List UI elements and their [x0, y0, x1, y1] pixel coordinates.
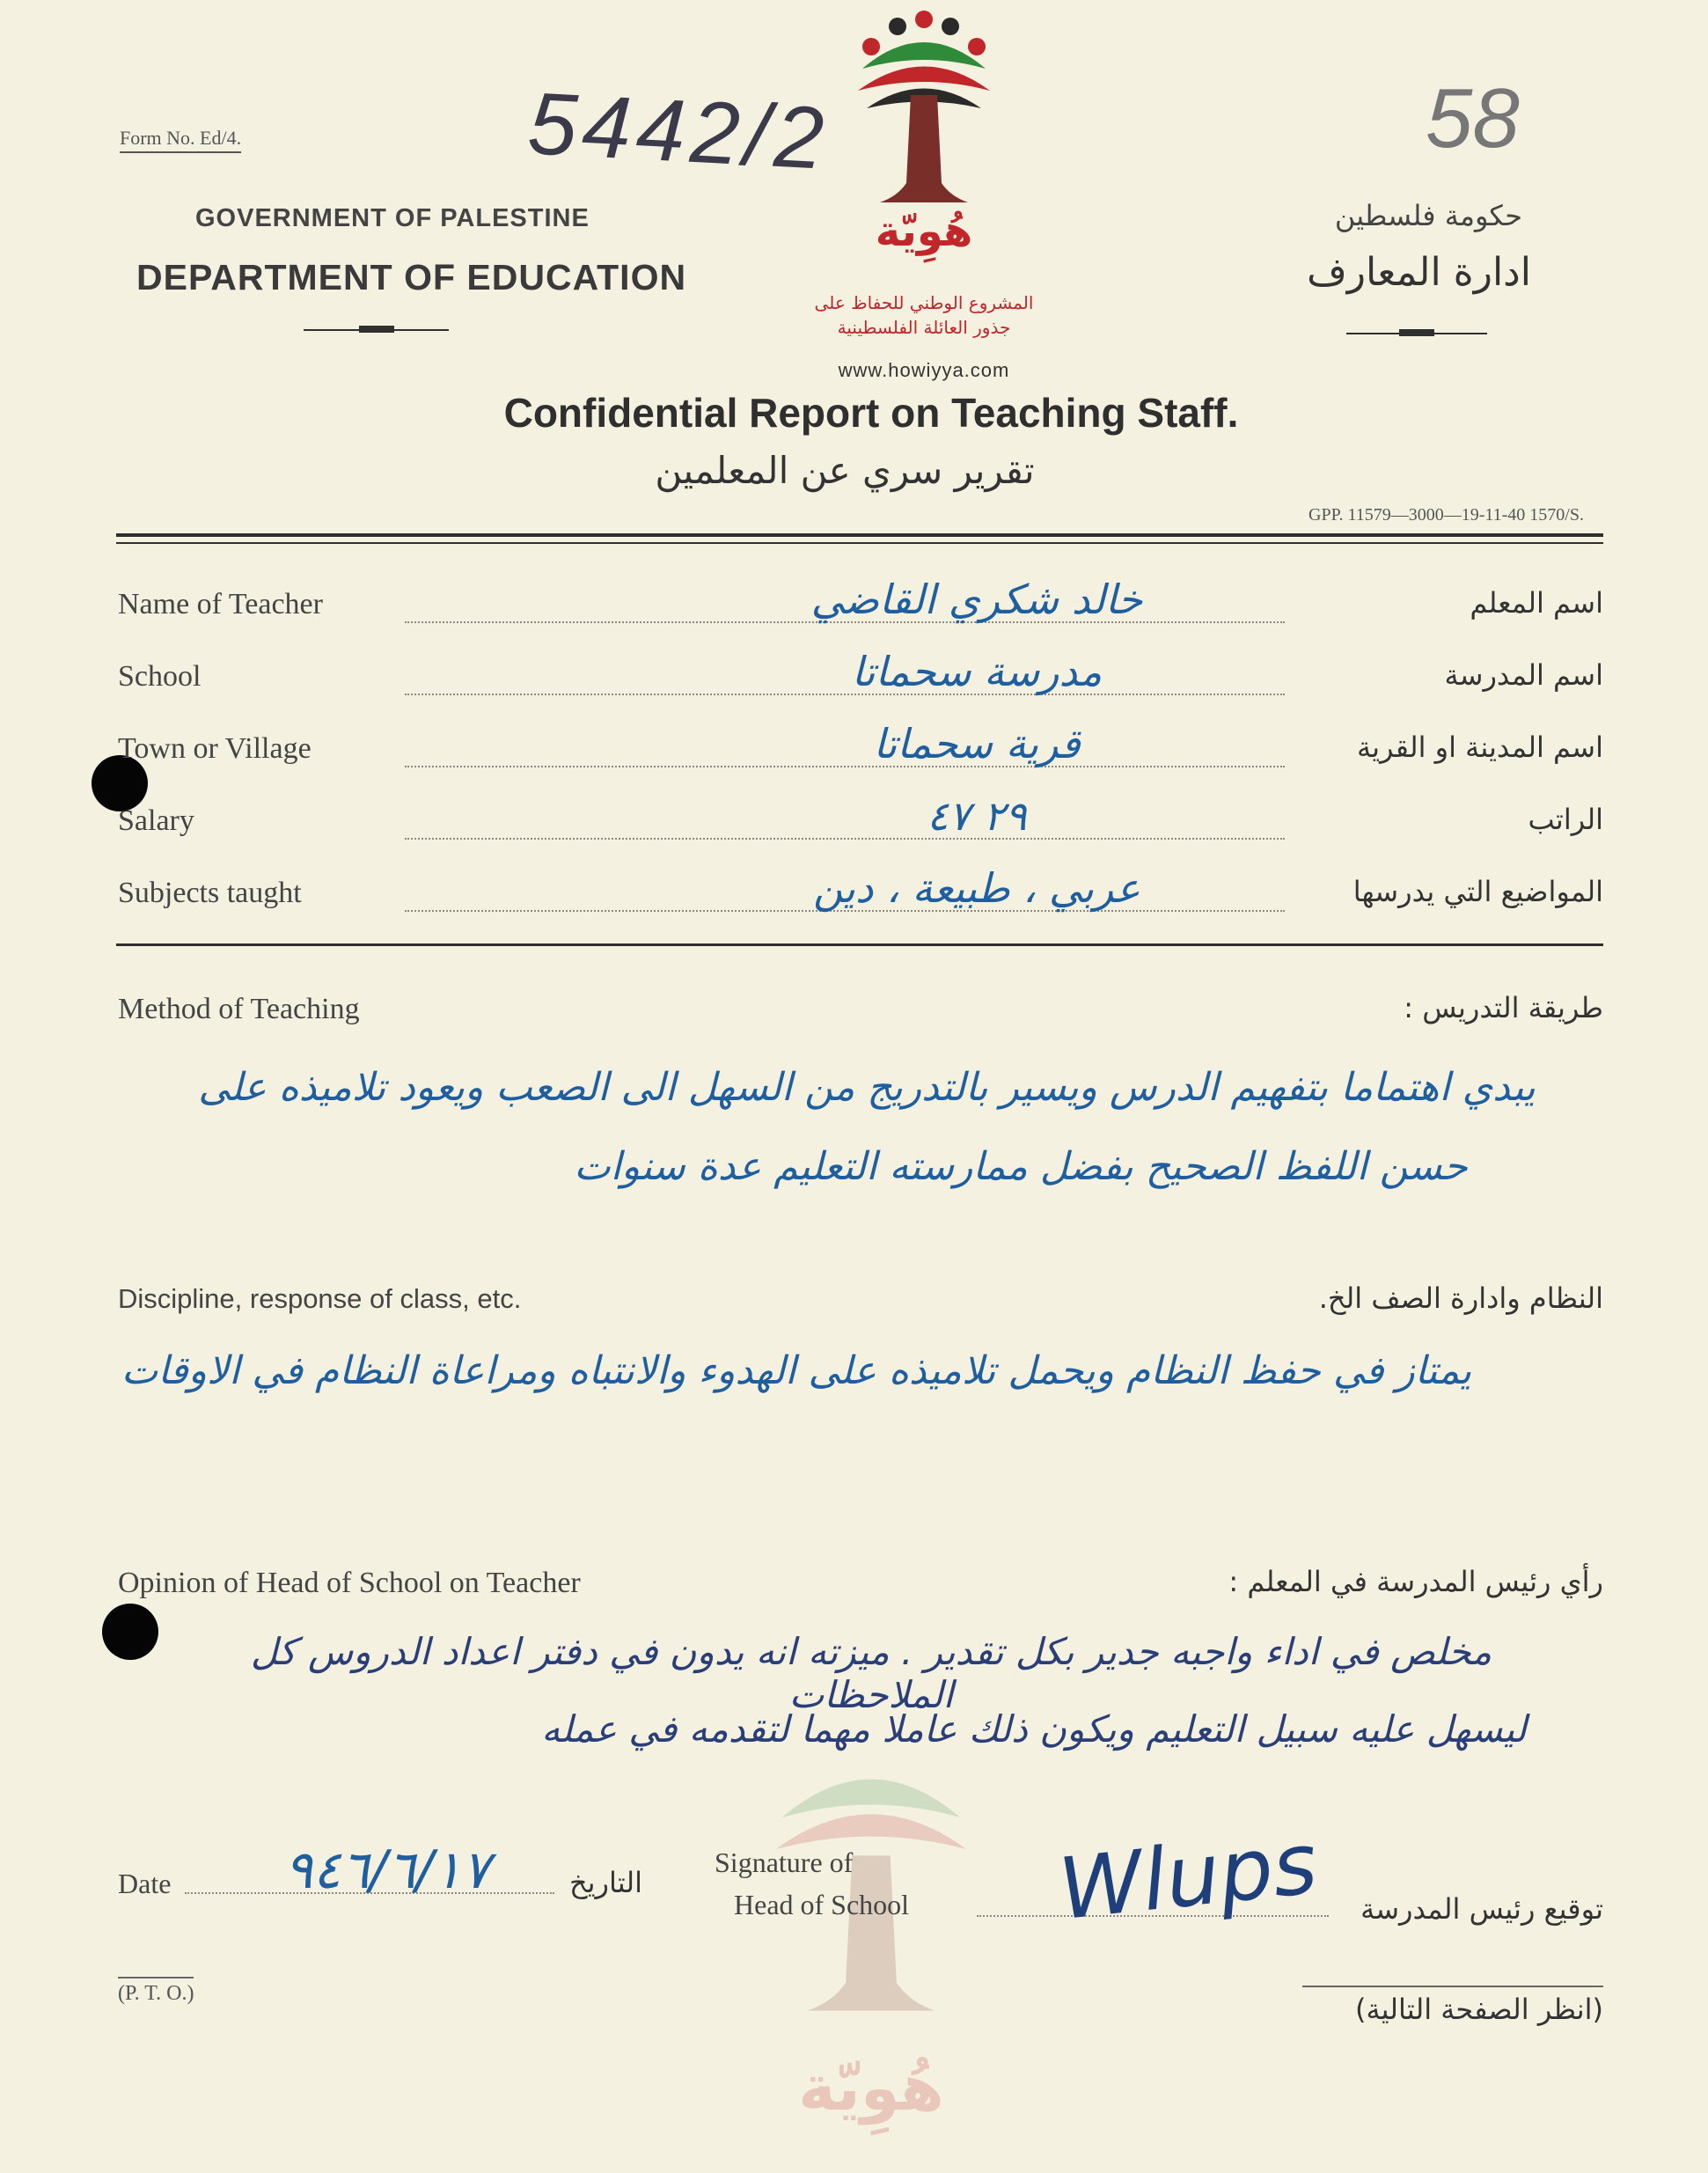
page-number: 58 [1426, 71, 1520, 165]
watermark-brand-faded: هُوِيّة [798, 2051, 944, 2125]
opinion-text-line1: مخلص في اداء واجبه جدير بكل تقدير . ميزته انه يدون في دفتر اعداد الدروس كل الملاحظات [250, 1630, 1492, 1716]
field-label-ar: اسم المدينة او القرية [1356, 730, 1603, 764]
top-double-rule-1 [116, 533, 1603, 537]
fields-bottom-rule [116, 943, 1603, 946]
signature-label-ar: توقيع رئيس المدرسة [1360, 1892, 1603, 1926]
logo-tagline-1: المشروع الوطني للحفاظ على [814, 292, 1034, 313]
header-divider-left-mark [359, 326, 394, 333]
opinion-label-en: Opinion of Head of School on Teacher [118, 1567, 581, 1599]
punch-hole-bottom [102, 1604, 158, 1660]
tree-logo-icon [845, 7, 1003, 209]
pto-en: (P. T. O.) [118, 1977, 194, 2006]
date-value: ٩٤٦/٦/١٧ [284, 1839, 490, 1901]
government-title-en: GOVERNMENT OF PALESTINE [195, 204, 590, 232]
field-value: ٢٩ ٤٧ [927, 792, 1027, 840]
field-label-en: School [118, 660, 202, 693]
date-label-ar: التاريخ [568, 1866, 642, 1899]
report-title-en: Confidential Report on Teaching Staff. [503, 390, 1239, 436]
header-divider-right-mark [1399, 329, 1434, 336]
department-title-en: DEPARTMENT OF EDUCATION [136, 257, 687, 297]
discipline-text-line1: يمتاز في حفظ النظام ويحمل تلاميذه على الهدوء والانتباه ومراعاة النظام في الاوقات [121, 1348, 1472, 1393]
gpp-code: GPP. 11579—3000—19-11-40 1570/S. [1308, 505, 1584, 525]
top-double-rule-2 [116, 542, 1603, 544]
field-label-ar: اسم المدرسة [1444, 658, 1603, 692]
field-label-en: Town or Village [118, 732, 312, 765]
field-label-en: Name of Teacher [118, 588, 323, 620]
field-value: عربي ، طبيعة ، دين [813, 864, 1140, 912]
logo-tagline-2: جذور العائلة الفلسطينية [837, 317, 1011, 338]
logo-website: www.howiyya.com [838, 359, 1010, 381]
field-label-en: Salary [118, 804, 194, 837]
signature-label-en-1: Signature of [715, 1846, 854, 1878]
discipline-label-ar: النظام وادارة الصف الخ. [1318, 1281, 1603, 1315]
field-label-en: Subjects taught [118, 877, 302, 909]
field-value: مدرسة سحماتا [851, 648, 1103, 695]
report-title-ar: تقرير سري عن المعلمين [655, 449, 1035, 492]
opinion-text-line2: ليسهل عليه سبيل التعليم ويكون ذلك عاملا مهما لتقدمه في عمله [541, 1707, 1527, 1751]
handwritten-reference: 5442/2 [525, 74, 832, 188]
field-label-ar: اسم المعلم [1470, 586, 1603, 620]
field-value: قرية سحماتا [873, 720, 1081, 767]
field-label-ar: المواضيع التي يدرسها [1352, 875, 1603, 908]
method-label-en: Method of Teaching [118, 993, 360, 1025]
logo-brand: هُوِيّة [875, 207, 973, 256]
field-value: خالد شكري القاضي [810, 576, 1143, 623]
government-title-ar: حكومة فلسطين [1334, 199, 1522, 232]
department-title-ar: ادارة المعارف [1307, 250, 1531, 295]
method-label-ar: طريقة التدريس : [1404, 991, 1603, 1024]
pto-ar: (انظر الصفحة التالية) [1302, 1986, 1603, 2026]
form-number: Form No. Ed/4. [120, 127, 241, 153]
method-text-line2: حسن اللفظ الصحيح بفضل ممارسته التعليم عدة سنوات [574, 1144, 1468, 1189]
discipline-label-en: Discipline, response of class, etc. [118, 1283, 522, 1314]
method-text-line1: يبدي اهتماما بتفهيم الدرس ويسير بالتدريج من السهل الى الصعب ويعود تلاميذه على [198, 1065, 1536, 1110]
signature: Wlups [1054, 1813, 1322, 1940]
date-label-en: Date [118, 1868, 172, 1899]
opinion-label-ar: رأي رئيس المدرسة في المعلم : [1228, 1565, 1603, 1598]
field-label-ar: الراتب [1528, 803, 1603, 836]
howiyya-logo [845, 7, 1003, 209]
signature-label-en-2: Head of School [734, 1889, 910, 1920]
